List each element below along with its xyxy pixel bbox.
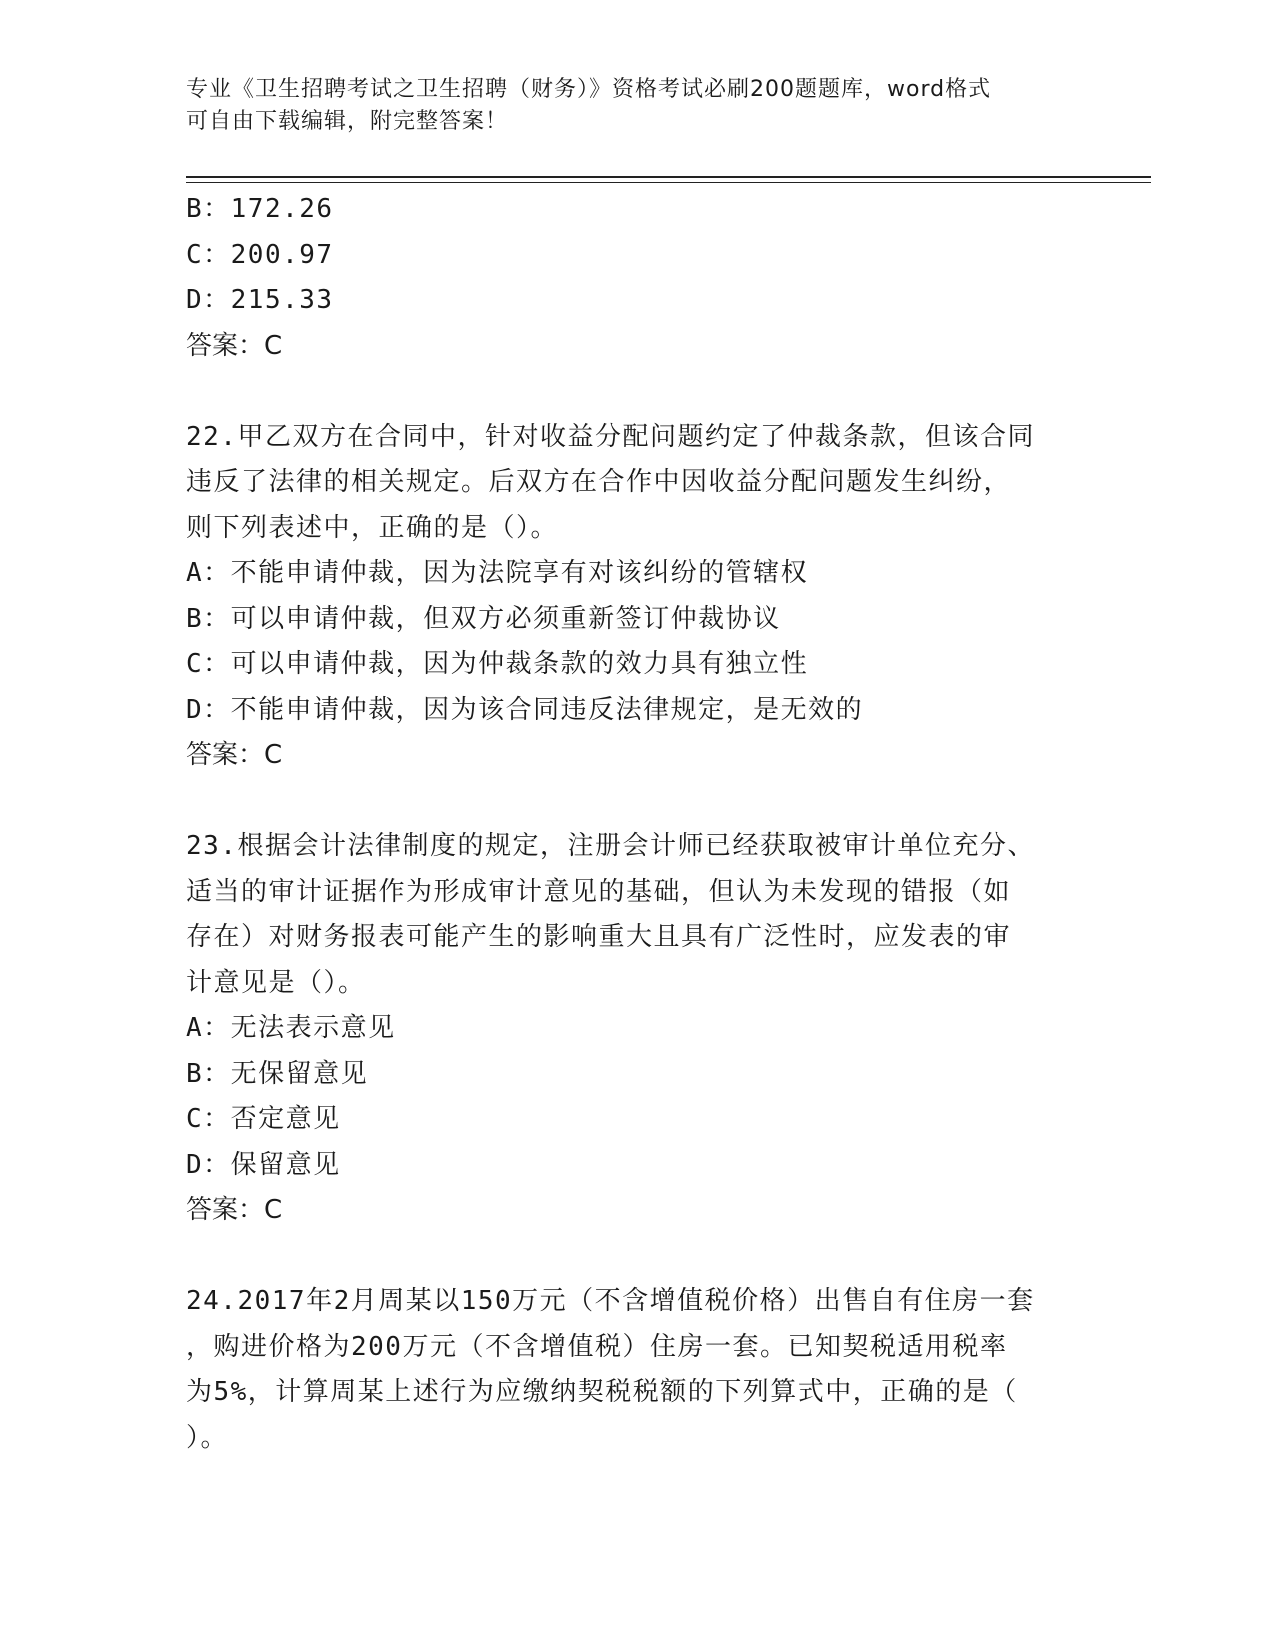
question-22 <box>186 415 1066 779</box>
question-stem-line: 适当的审计证据作为形成审计意见的基础，但认为未发现的错报（如 <box>186 876 1012 907</box>
header-rule-thick <box>186 176 1151 178</box>
question-stem-line: 违反了法律的相关规定。后双方在合作中因收益分配问题发生纠纷， <box>186 467 1012 497</box>
option-d: D：215.33 <box>186 285 334 315</box>
option-d: D：不能申请仲裁，因为该合同违反法律规定，是无效的 <box>186 694 864 725</box>
option-c: C：可以申请仲裁，因为仲裁条款的效力具有独立性 <box>186 649 809 679</box>
option-b: B：无保留意见 <box>186 1058 369 1089</box>
spacer <box>186 1234 1066 1280</box>
answer: 答案：C <box>186 740 283 770</box>
question-stem-line: 则下列表述中，正确的是（）。 <box>186 512 559 543</box>
question-content <box>186 187 1066 1461</box>
answer: 答案：C <box>186 1195 283 1225</box>
option-d: D：保留意见 <box>186 1149 341 1180</box>
question-stem-line: ，购进价格为200万元（不含增值税）住房一套。已知契税适用税率 <box>186 1331 1008 1362</box>
question-stem-line: 22.甲乙双方在合同中，针对收益分配问题约定了仲裁条款，但该合同 <box>186 421 1035 452</box>
spacer <box>186 779 1066 825</box>
question-stem-line: 计意见是（）。 <box>186 967 366 998</box>
question-stem-line: 存在）对财务报表可能产生的影响重大且具有广泛性时，应发表的审 <box>186 922 1012 952</box>
option-b: B：可以申请仲裁，但双方必须重新签订仲裁协议 <box>186 603 781 634</box>
option-a: A：不能申请仲裁，因为法院享有对该纠纷的管辖权 <box>186 558 809 588</box>
question-stem-line: 23.根据会计法律制度的规定，注册会计师已经获取被审计单位充分、 <box>186 831 1035 861</box>
question-stem-line: ）。 <box>186 1422 229 1453</box>
page-header <box>186 74 1066 138</box>
question-23 <box>186 824 1066 1234</box>
question-21-tail <box>186 187 1066 369</box>
option-c: C：否定意见 <box>186 1104 341 1134</box>
question-stem-line: 24.2017年2月周某以150万元（不含增值税价格）出售自有住房一套 <box>186 1286 1035 1316</box>
option-c: C：200.97 <box>186 239 334 270</box>
header-rule-thin <box>186 182 1151 183</box>
question-24 <box>186 1279 1066 1461</box>
header-title-line-2: 可自由下载编辑，附完整答案！ <box>186 109 509 134</box>
option-b: B：172.26 <box>186 194 334 224</box>
option-a: A：无法表示意见 <box>186 1013 396 1043</box>
question-stem-line: 为5%，计算周某上述行为应缴纳契税税额的下列算式中，正确的是（ <box>186 1377 1018 1407</box>
answer: 答案：C <box>186 330 283 361</box>
header-title-line-1: 专业《卫生招聘考试之卫生招聘（财务）》资格考试必刷200题题库，word格式 <box>186 77 992 102</box>
spacer <box>186 369 1066 415</box>
